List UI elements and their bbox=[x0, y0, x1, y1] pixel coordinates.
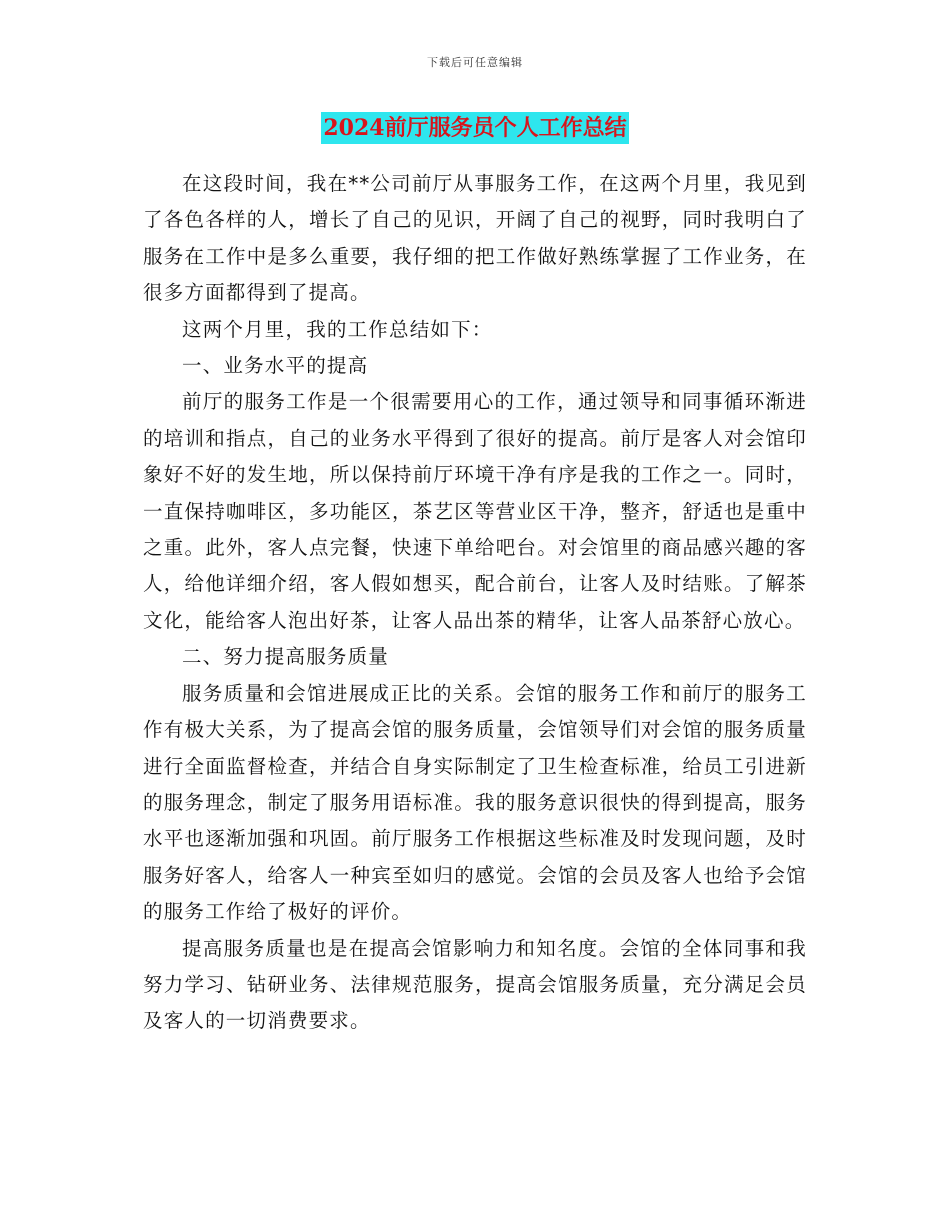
section-2-paragraph-2: 提高服务质量也是在提高会馆影响力和知名度。会馆的全体同事和我努力学习、钻研业务、法律规范服务，提高会馆服务质量，充分满足会员及客人的一切消费要求。 bbox=[143, 936, 807, 1033]
page-header-note: 下载后可任意编辑 bbox=[427, 56, 523, 69]
document-title: 2024前厅服务员个人工作总结 bbox=[321, 112, 628, 144]
summary-lead: 这两个月里，我的工作总结如下： bbox=[182, 317, 493, 341]
section-heading-2: 二、努力提高服务质量 bbox=[182, 645, 390, 669]
section-heading-1: 一、业务水平的提高 bbox=[182, 354, 369, 378]
section-1-paragraph: 前厅的服务工作是一个很需要用心的工作，通过领导和同事循环渐进的培训和指点，自己的业务水平得到了很好的提高。前厅是客人对会馆印象好不好的发生地，所以保持前厅环境干净有序是我的工作之一。同时，一直保持咖啡区，多功能区，茶艺区等营业区干净，整齐，舒适也是重中之重。此外，客人点完餐，快速下单给吧台。对会馆里的商品感兴趣的客人，给他详细介绍，客人假如想买，配合前台，让客人及时结账。了解茶文化，能给客人泡出好茶，让客人品出茶的精华，让客人品茶舒心放心。 bbox=[143, 390, 807, 632]
section-2-paragraph-1: 服务质量和会馆进展成正比的关系。会馆的服务工作和前厅的服务工作有极大关系，为了提高会馆的服务质量，会馆领导们对会馆的服务质量进行全面监督检查，并结合自身实际制定了卫生检查标准，给员工引进新的服务理念，制定了服务用语标准。我的服务意识很快的得到提高，服务水平也逐渐加强和巩固。前厅服务工作根据这些标准及时发现问题，及时服务好客人，给客人一种宾至如归的感觉。会馆的会员及客人也给予会馆的服务工作给了极好的评价。 bbox=[143, 681, 807, 924]
title-container bbox=[0, 112, 950, 144]
document-body bbox=[143, 166, 807, 1040]
intro-paragraph: 在这段时间，我在**公司前厅从事服务工作，在这两个月里，我见到了各色各样的人，增长了自己的见识，开阔了自己的视野，同时我明白了服务在工作中是多么重要，我仔细的把工作做好熟练掌握了工作业务，在很多方面都得到了提高。 bbox=[143, 172, 807, 305]
